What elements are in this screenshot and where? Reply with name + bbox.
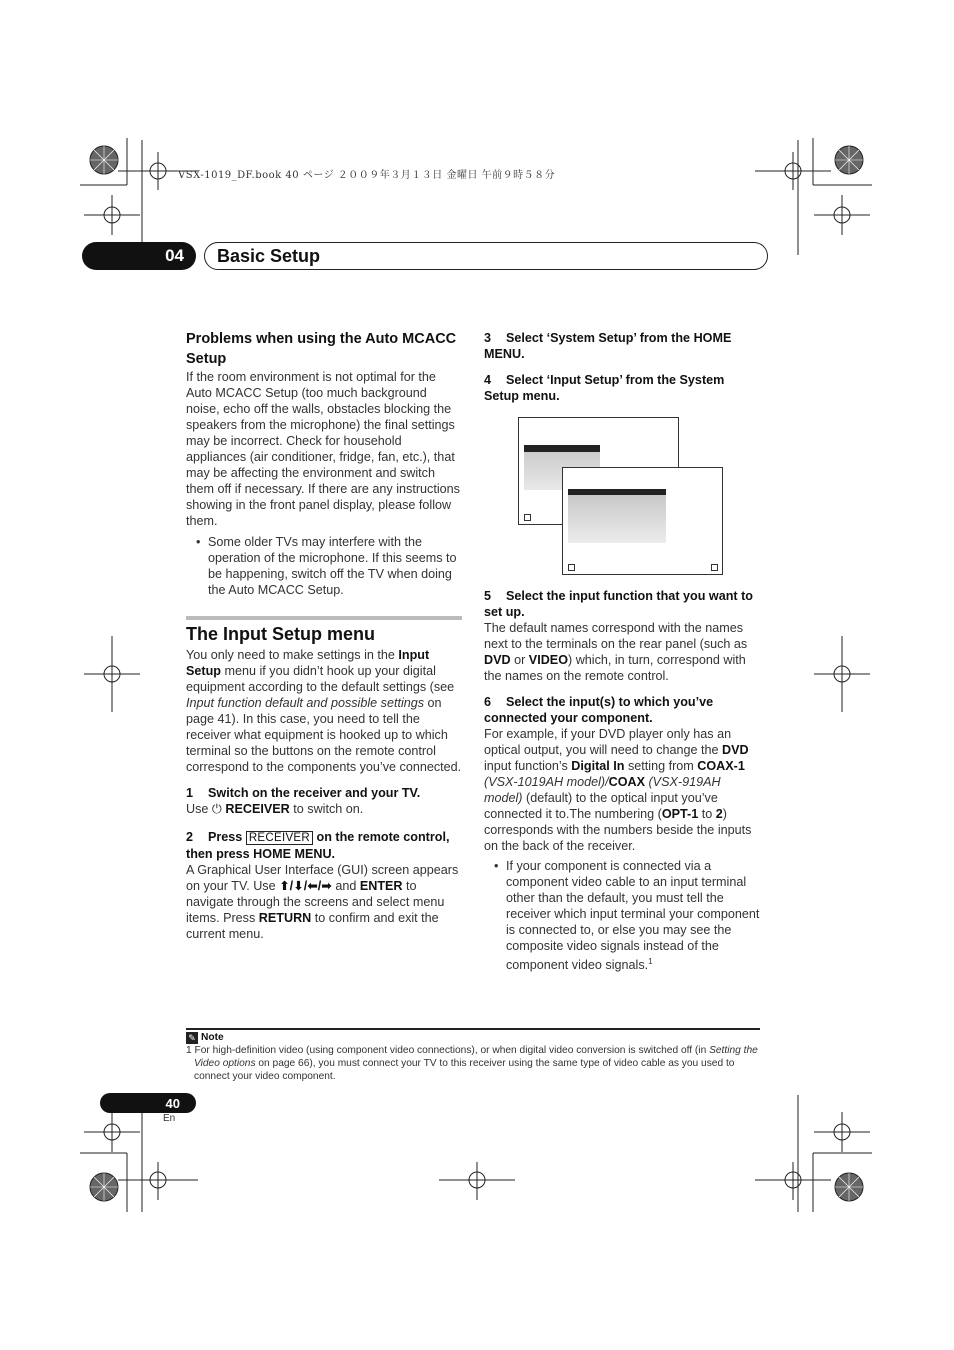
arrow-keys-icon: ⬆/⬇/⬅/➡ xyxy=(279,879,332,893)
chapter-number: 04 xyxy=(82,242,196,270)
print-header: VSX-1019_DF.book 40 ページ ２００９年３月１３日 金曜日 午前９時５８分 xyxy=(178,170,556,181)
chapter-title: Basic Setup xyxy=(204,242,768,270)
problems-body: If the room environment is not optimal for the Auto MCACC Setup (too much background noise, echo off the walls, obstacles blocking the speakers from the microphone) the final settings may be incorrect. Check for household appliances (air conditioner, fridge, fan, etc.), that may be affecting the environment and switch them off if necessary. If there are any instructions showing in the front panel display, please follow them. xyxy=(186,370,460,528)
step-6-title: 6 Select the input(s) to which you’ve connected your component. xyxy=(484,695,714,725)
section-rule xyxy=(186,616,462,620)
note-label: Note xyxy=(201,1032,224,1043)
step-2-body: A Graphical User Interface (GUI) screen appears on your TV. Use ⬆/⬇/⬅/➡ and ENTER to navigate through the screens and select menu items. Press RETURN to confirm and exit the current menu. xyxy=(186,863,459,941)
step-5-body: The default names correspond with the names next to the terminals on the rear panel (such as DVD or VIDEO) which, in turn, correspond with the names on the remote control. xyxy=(484,621,748,683)
step-3-title: 3 Select ‘System Setup’ from the HOME MENU. xyxy=(484,331,732,361)
page-language: En xyxy=(163,1113,176,1124)
problems-heading: Problems when using the Auto MCACC Setup xyxy=(186,331,457,367)
gui-screen-front xyxy=(562,467,723,575)
step-6-body: For example, if your DVD player only has an optical output, you will need to change the DVD input function’s Digital In setting from COAX-1 (VSX-1019AH model)/COAX (VSX-919AH model) (default) to the optical input you’ve connected it to.The numbering (OPT-1 to 2) corresponds with the numbers beside the inputs on the back of the receiver. xyxy=(484,727,752,853)
note-block xyxy=(186,1031,760,1083)
note-text: 1 For high-definition video (using component video connections), or when digital video conversion is switched off (in Setting the Video options on page 66), you must connect your TV to this receiver using the same type of video cable as you used to connect your video component. xyxy=(186,1045,758,1082)
note-rule xyxy=(186,1028,760,1030)
step-6-bullet: • If your component is connected via a component video cable to an input terminal other than the default, you must tell the receiver which input terminal your component is connected to, or else you may see the composite video signals instead of the component video signals.$^1$ xyxy=(484,858,760,973)
step-4-title: 4 Select ‘Input Setup’ from the System Setup menu. xyxy=(484,373,725,403)
gui-icon xyxy=(711,564,718,571)
step-1-body: Use ⏻ RECEIVER to switch on. xyxy=(186,802,364,816)
page-number: 40 xyxy=(100,1093,196,1113)
left-column xyxy=(186,329,462,942)
receiver-key: RECEIVER xyxy=(246,831,313,845)
step-5-title: 5 Select the input function that you want to set up. xyxy=(484,589,753,619)
right-column-top xyxy=(484,330,760,404)
problems-bullet: • Some older TVs may interfere with the operation of the microphone. If this seems to be happening, switch off the TV when doing the Auto MCACC Setup. xyxy=(186,534,462,598)
right-column-bottom xyxy=(484,588,760,973)
step-1-title: 1 Switch on the receiver and your TV. xyxy=(186,786,421,800)
gui-icon xyxy=(524,514,531,521)
intro-paragraph: You only need to make settings in the Input Setup menu if you didn’t hook up your digital equipment according to the default settings (see Input function default and possible settings on page 41). In this case, you need to tell the receiver what equipment is hooked up to which terminal so the buttons on the remote control correspond to the components you’ve connected. xyxy=(186,648,462,774)
pencil-note-icon: ✎ xyxy=(186,1032,198,1044)
step-2-title: 2 Press RECEIVER on the remote control, then press HOME MENU. xyxy=(186,830,450,861)
power-icon: ⏻ xyxy=(211,802,222,816)
gui-icon xyxy=(568,564,575,571)
section-title: The Input Setup menu xyxy=(186,624,375,644)
